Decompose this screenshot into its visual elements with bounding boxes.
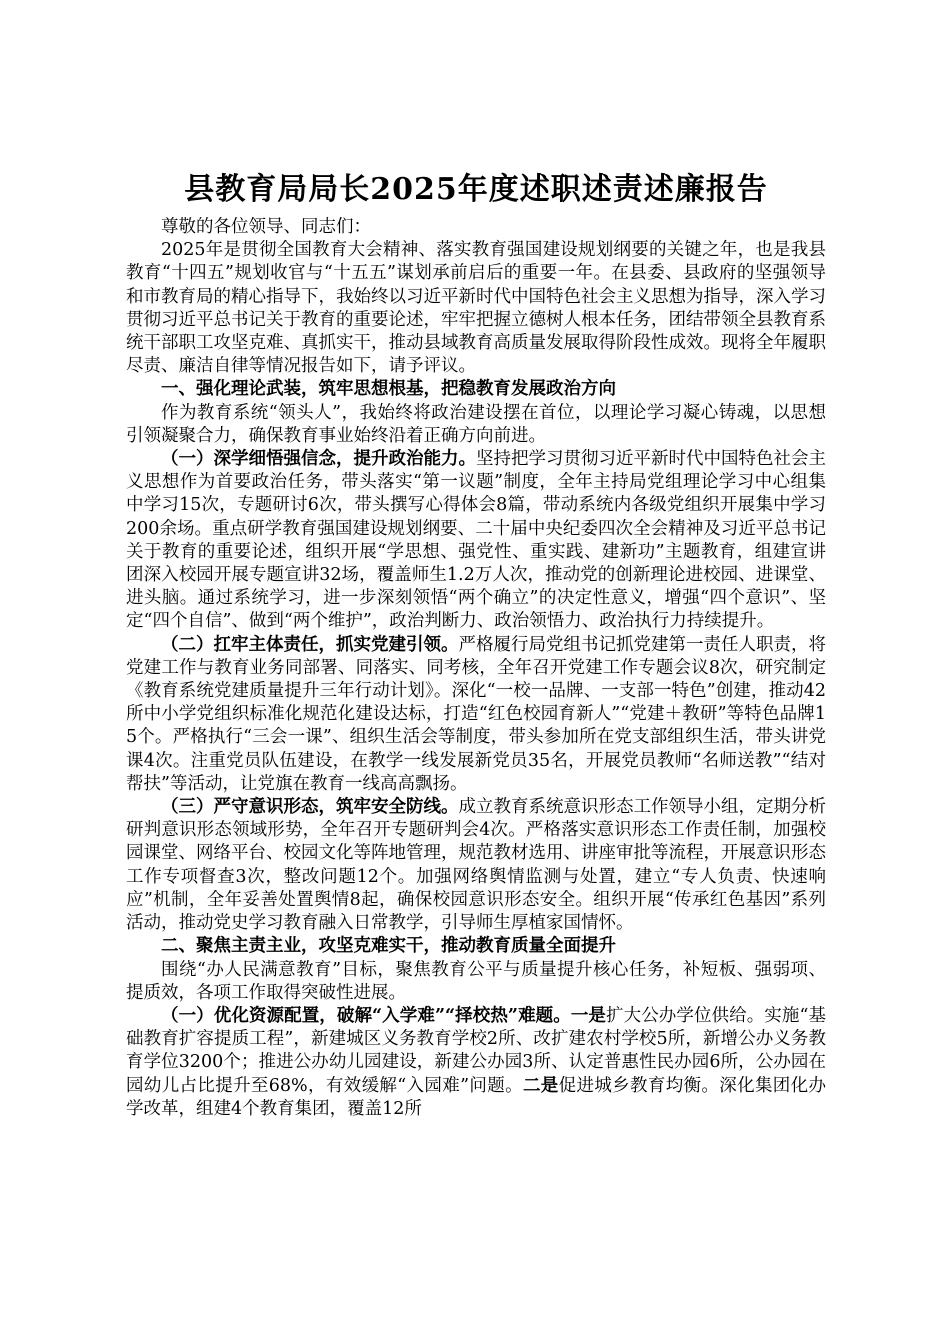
section-2-item-1-text-b: 促进城乡教育均衡。深化集团化办学改革，组建4个教育集团，覆盖12所 [126, 1075, 827, 1119]
section-1-item-1-title: （一）深学细悟强信念，提升政治能力。 [161, 449, 476, 470]
section-1-heading: 一、强化理论武装，筑牢思想根基，把稳教育发展政治方向 [161, 379, 616, 400]
section-1-lead: 作为教育系统“领头人”，我始终将政治建设摆在首位，以理论学习凝心铸魂，以思想引领凝聚合力，确保教育事业始终沿着正确方向前进。 [126, 402, 826, 446]
section-1-item-1-text: 坚持把学习贯彻习近平新时代中国特色社会主义思想作为首要政治任务，带头落实“第一议题”制度，全年主持局党组理论学习中心组集中学习15次，专题研讨6次，带头撰写心得体会8篇，带动系统内各级党组织开展集中学习200余场。重点研学教育强国建设规划纲要、二十届中央纪委四次全会精神及习近平总书记关于教育的重要论述，组织开展“学思想、强党性、重实践、建新功”主题教育，组建宣讲团深入校园开展专题宣讲32场，覆盖师生1.2万人次，推动党的创新理论进校园、进课堂、进头脑。通过系统学习，进一步深刻领悟“两个确立”的决定性意义，增强“四个意识”、坚定“四个自信”、做到“两个维护”，政治判断力、政治领悟力、政治执行力持续提升。 [126, 449, 826, 632]
section-1-item-3-text: 成立教育系统意识形态工作领导小组，定期分析研判意识形态领域形势，全年召开专题研判会4次。严格落实意识形态工作责任制，加强校园课堂、网络平台、校园文化等阵地管理，规范教材选用、讲座审批等流程，开展意识形态工作专项督查3次，整改问题12个。加强网络舆情监测与处置，建立“专人负责、快速响应”机制，全年妥善处置舆情8起，确保校园意识形态安全。组织开展“传承红色基因”系列活动，推动党史学习教育融入日常教学，引导师生厚植家国情怀。 [126, 797, 826, 934]
salutation: 尊敬的各位领导、同志们： [161, 217, 371, 237]
section-1-item-1 [126, 448, 826, 634]
section-1-item-2-text: 严格履行局党组书记抓党建第一责任人职责，将党建工作与教育业务同部署、同落实、同考核，全年召开党建工作专题会议8次，研究制定《教育系统党建质量提升三年行动计划》。深化“一校一品牌、一支部一特色”创建，推动42所中小学党组织标准化规范化建设达标，打造“红色校园育新人”“党建＋教研”等特色品牌15个。严格执行“三会一课”、组织生活会等制度，带头参加所在党支部组织生活，带头讲党课4次。注重党员队伍建设，在教学一线发展新党员35名，开展党员教师“名师送教”“结对帮扶”等活动，让党旗在教育一线高高飘扬。 [126, 634, 826, 794]
section-1-item-2-title: （二）扛牢主体责任，抓实党建引领。 [161, 634, 459, 655]
section-2-item-1-first-label: 一是 [570, 1005, 607, 1026]
intro-paragraph: 2025年是贯彻全国教育大会精神、落实教育强国建设规划纲要的关键之年，也是我县教育“十四五”规划收官与“十五五”谋划承前启后的重要一年。在县委、县政府的坚强领导和市教育局的精心指导下，我始终以习近平新时代中国特色社会主义思想为指导，深入学习贯彻习近平总书记关于教育的重要论述，牢牢把握立德树人根本任务，团结带领全县教育系统干部职工攻坚克难、真抓实干，推动县域教育高质量发展取得阶段性成效。现将全年履职尽责、廉洁自律等情况报告如下，请予评议。 [126, 240, 826, 377]
section-1-item-3 [126, 796, 826, 935]
section-2-item-1 [126, 1005, 826, 1121]
document-title: 县教育局局长2025年度述职述责述廉报告 [184, 172, 768, 207]
document-body [126, 170, 826, 1121]
section-2-item-1-text-a: 扩大公办学位供给。实施“基础教育扩容提质工程”，新建城区义务教育学校2所、改扩建农村学校5所，新增公办义务教育学位3200个；推进公办幼儿园建设，新建公办园3所、认定普惠性民办园6所，公办园在园幼儿占比提升至68%，有效缓解“入园难”问题。 [126, 1005, 827, 1096]
section-2-heading: 二、聚焦主责主业，攻坚克难实干，推动教育质量全面提升 [161, 936, 616, 957]
section-2-lead: 围绕“办人民满意教育”目标，聚焦教育公平与质量提升核心任务，补短板、强弱项、提质效，各项工作取得突破性进展。 [126, 959, 826, 1003]
section-1-item-2 [126, 634, 826, 796]
section-2-item-1-title: （一）优化资源配置，破解“入学难”“择校热”难题。 [161, 1005, 571, 1026]
section-1-item-3-title: （三）严守意识形态，筑牢安全防线。 [161, 797, 459, 818]
section-2-item-1-second-label: 二是 [522, 1075, 559, 1096]
